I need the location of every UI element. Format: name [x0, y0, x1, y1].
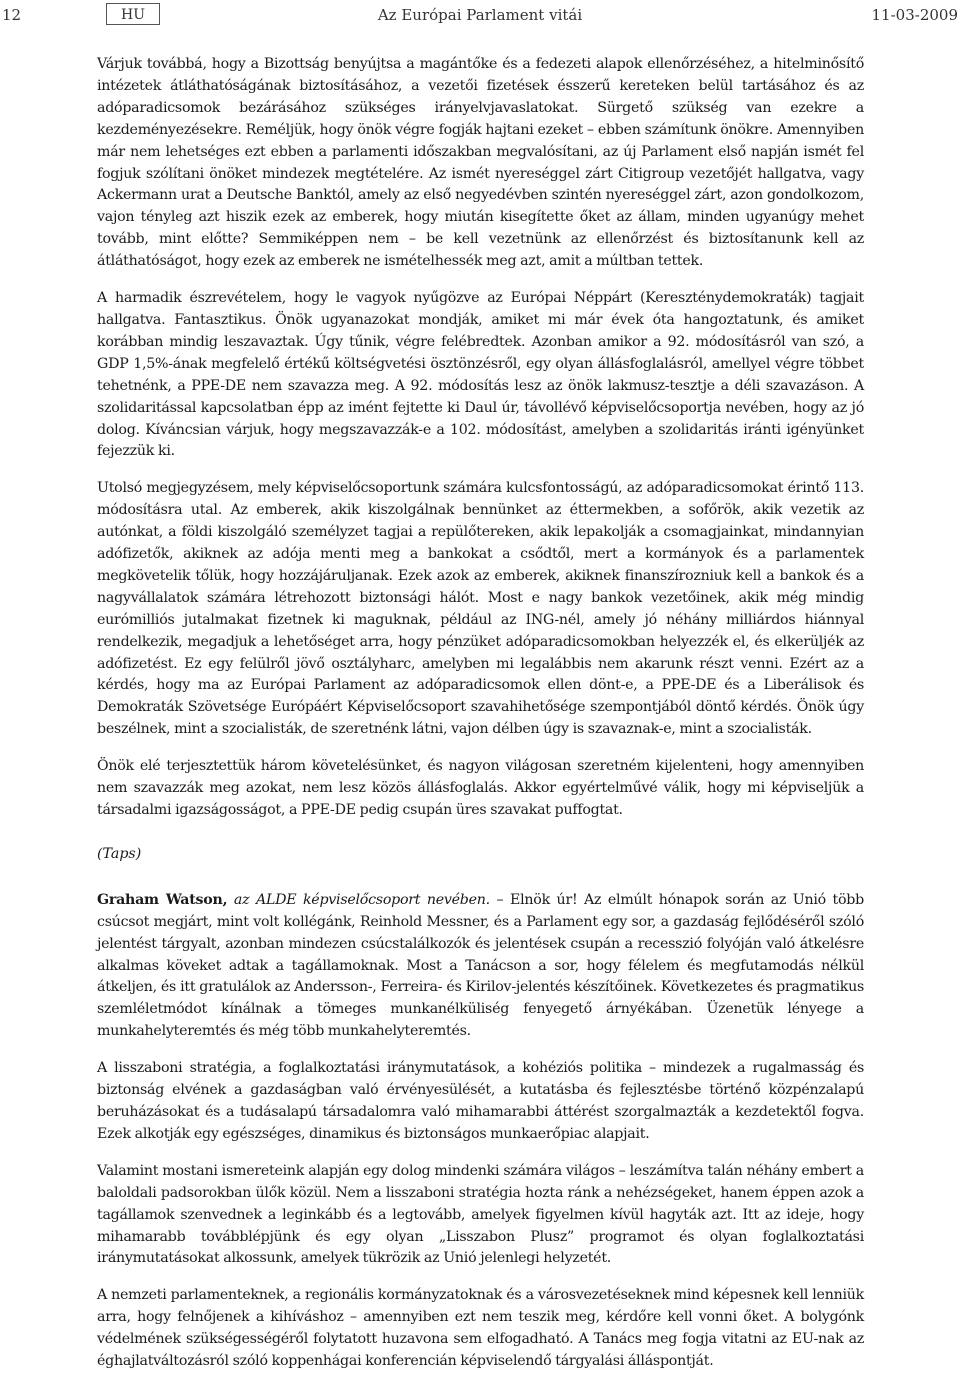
document-body [97, 54, 864, 1388]
document-title: Az Európai Parlament vitái [377, 6, 583, 24]
speaker-text: – Elnök úr! Az elmúlt hónapok során az Unió több csúcsot megjárt, mint volt kollégánk, Reinhold Messner, és a Parlament egy sor, a gazdaság fejlődéséről szóló jelentést tárgyalt, azonban mindezen csúcstalálkozók és jelentések csupán a recesszió folyóján való átkelésre alkalmas köveket adtak a tagállamoknak. Most a Tanácson a sor, hogy félelem és megfutamodás nélkül átkeljen, és itt gratulálok az Andersson-, Ferreira- és Kirilov-jelentés készítőinek. Következetes és pragmatikus szemléletmódot kínálnak a tömeges munkanélküliség fenyegető árnyékában. Üzenetük lényege a munkahelyteremtés és még több munkahelyteremtés. [97, 891, 864, 1040]
speaker-name: Graham Watson, [97, 891, 228, 908]
paragraph-4: Önök elé terjesztettük három követelésünket, és nagyon világosan szeretném kijelenteni, hogy amennyiben nem szavazzák meg azokat, nem lesz közös állásfoglalás. Akkor egyértelművé válik, hogy mi képviseljük a társadalmi igazságosságot, a PPE-DE pedig csupán üres szavakat puffogtat. [97, 758, 864, 818]
document-date: 11-03-2009 [871, 6, 958, 24]
speaker-paragraph [97, 890, 864, 1043]
speaker-role: az ALDE képviselőcsoport nevében. [233, 891, 490, 908]
page-number: 12 [2, 6, 22, 24]
paragraph-7: Valamint mostani ismereteink alapján egy dolog mindenki számára világos – leszámítva talán néhány embert a baloldali padsorokban ülők közül. Nem a lisszaboni stratégia hozta ránk a nehézségeket, hanem éppen azok a tagállamok szenvednek a leginkább és a legtovább, amelyek figyelmen kívül hagyták azt. Itt az ideje, hogy mihamarabb továbblépjünk és egy olyan „Lisszabon Plusz” programot és olyan foglalkoztatási iránymutatásokat alkossunk, amelyek tükrözik az Unió jelenlegi helyzetét. [97, 1162, 864, 1267]
page-header [0, 0, 960, 30]
paragraph-6: A lisszaboni stratégia, a foglalkoztatási iránymutatások, a kohéziós politika – mindezek a rugalmasság és biztonság elvének a gazdaságban való érvényesülését, a kutatásba és fejlesztésbe történő közpénzalapú beruházásokat és a tudásalapú társadalomra való mihamarabbi áttérést szorgalmazták a kezdetektől fogva. Ezek alkotják egy egészséges, dinamikus és biztonságos munkaerőpiac alapjait. [97, 1060, 864, 1142]
paragraph-1: Várjuk továbbá, hogy a Bizottság benyújtsa a magántőke és a fedezeti alapok ellenőrzéséhez, a hitelminősítő intézetek átláthatóságának biztosításához, a vezetői fizetések ésszerű kereteken belül tartásához és az adóparadicsomok bezárásához szükséges irányelvjavaslatokat. Sürgető szükség van ezekre a kezdeményezésekre. Reméljük, hogy önök végre fogják hajtani ezeket – ebben számítunk önökre. Amennyiben már nem lehetséges ezt ebben a parlamenti időszakban megvalósítani, az új Parlament első napján ismét fel fogjuk szólítani önöket mindezek megtételére. Az ismét nyereséggel zárt Citigroup vezetőjét hallgatva, vagy Ackermann urat a Deutsche Banktól, amely az első negyedévben szintén nyereséggel zárt, azon gondolkozom, vajon tényleg azt hiszik ezek az emberek, hogy miután kisegítette őket az állam, minden ugyanúgy mehet tovább, mint előtte? Semmiképpen nem – be kell vezetnünk az ellenőrzést és biztosítanunk kell az átláthatóságot, hogy ezek az emberek ne ismételhessék meg azt, amit a múltban tettek. [97, 56, 864, 270]
applause-note: (Taps) [97, 845, 142, 862]
language-badge: HU [106, 3, 160, 25]
paragraph-8: A nemzeti parlamenteknek, a regionális kormányzatoknak és a városvezetéseknek mind képesnek kell lenniük arra, hogy felnőjenek a kihíváshoz – amennyiben ezt nem teszik meg, kérdőre kell vonni őket. A bolygónk védelmének szükségességéről folytatott huzavona sem elfogadható. A Tanács meg fogja vitatni az EU-nak az éghajlatváltozásról szóló koppenhágai konferencián képviselendő tárgyalási álláspontját. [97, 1287, 864, 1370]
paragraph-3: Utolsó megjegyzésem, mely képviselőcsoportunk számára kulcsfontosságú, az adóparadicsomokat érintő 113. módosításra utal. Az emberek, akik kiszolgálnak bennünket az éttermekben, a sofőrök, akik vezetik az autónkat, a földi kiszolgáló személyzet tagjai a repülőtereken, akik lepakolják a csomagjainkat, mindannyian adófizetők, akiknek az adója menti meg a bankokat a csődtől, mert a kormányok és a parlamentek megkövetelik tőlük, hogy hozzájáruljanak. Ezek azok az emberek, akiknek finanszírozniuk kell a bankok és a nagyvállalatok számára létrehozott biztonsági hálót. Most e nagy bankok vezetőinek, akik még mindig eurómilliós jutalmakat fizetnek ki maguknak, például az ING-nél, amely jó néhány milliárdos hiánnyal rendelkezik, megadjuk a lehetőséget arra, hogy pénzüket adóparadicsomokban helyezzék el, és elkerüljék az adófizetést. Ez egy felülről jövő osztályharc, amelyben mi legalábbis nem akarunk részt venni. Ezért az a kérdés, hogy ma az Európai Parlament az adóparadicsomok ellen dönt-e, a PPE-DE és a Liberálisok és Demokraták Szövetsége Európáért Képviselőcsoport szavahihetősége szempontjából döntő kérdés. Önök úgy beszélnek, mint a szocialisták, de szeretnénk látni, vajon délben úgy is szavaznak-e, mint a szocialisták. [97, 480, 864, 738]
paragraph-2: A harmadik észrevételem, hogy le vagyok nyűgözve az Európai Néppárt (Kereszténydemokraták) tagjait hallgatva. Fantasztikus. Önök ugyanazokat mondják, amiket mi már évek óta hangoztatunk, és amiket korábban mindig leszavaztak. Úgy tűnik, végre felébredtek. Azonban amikor a 92. módosításról van szó, a GDP 1,5%-ának megfelelő értékű költségvetési ösztönzésről, egy olyan állásfoglalásról, amellyel végre többet tehetnénk, a PPE-DE nem szavazza meg. A 92. módosítás lesz az önök lakmusz-tesztje a déli szavazáson. A szolidaritással kapcsolatban épp az imént fejtette ki Daul úr, távollévő képviselőcsoportja nevében, hogy az jó dolog. Kíváncsian várjuk, hogy megszavazzák-e a 102. módosítást, amelyben a szolidaritás iránti igényünket fejezzük ki. [97, 290, 864, 460]
